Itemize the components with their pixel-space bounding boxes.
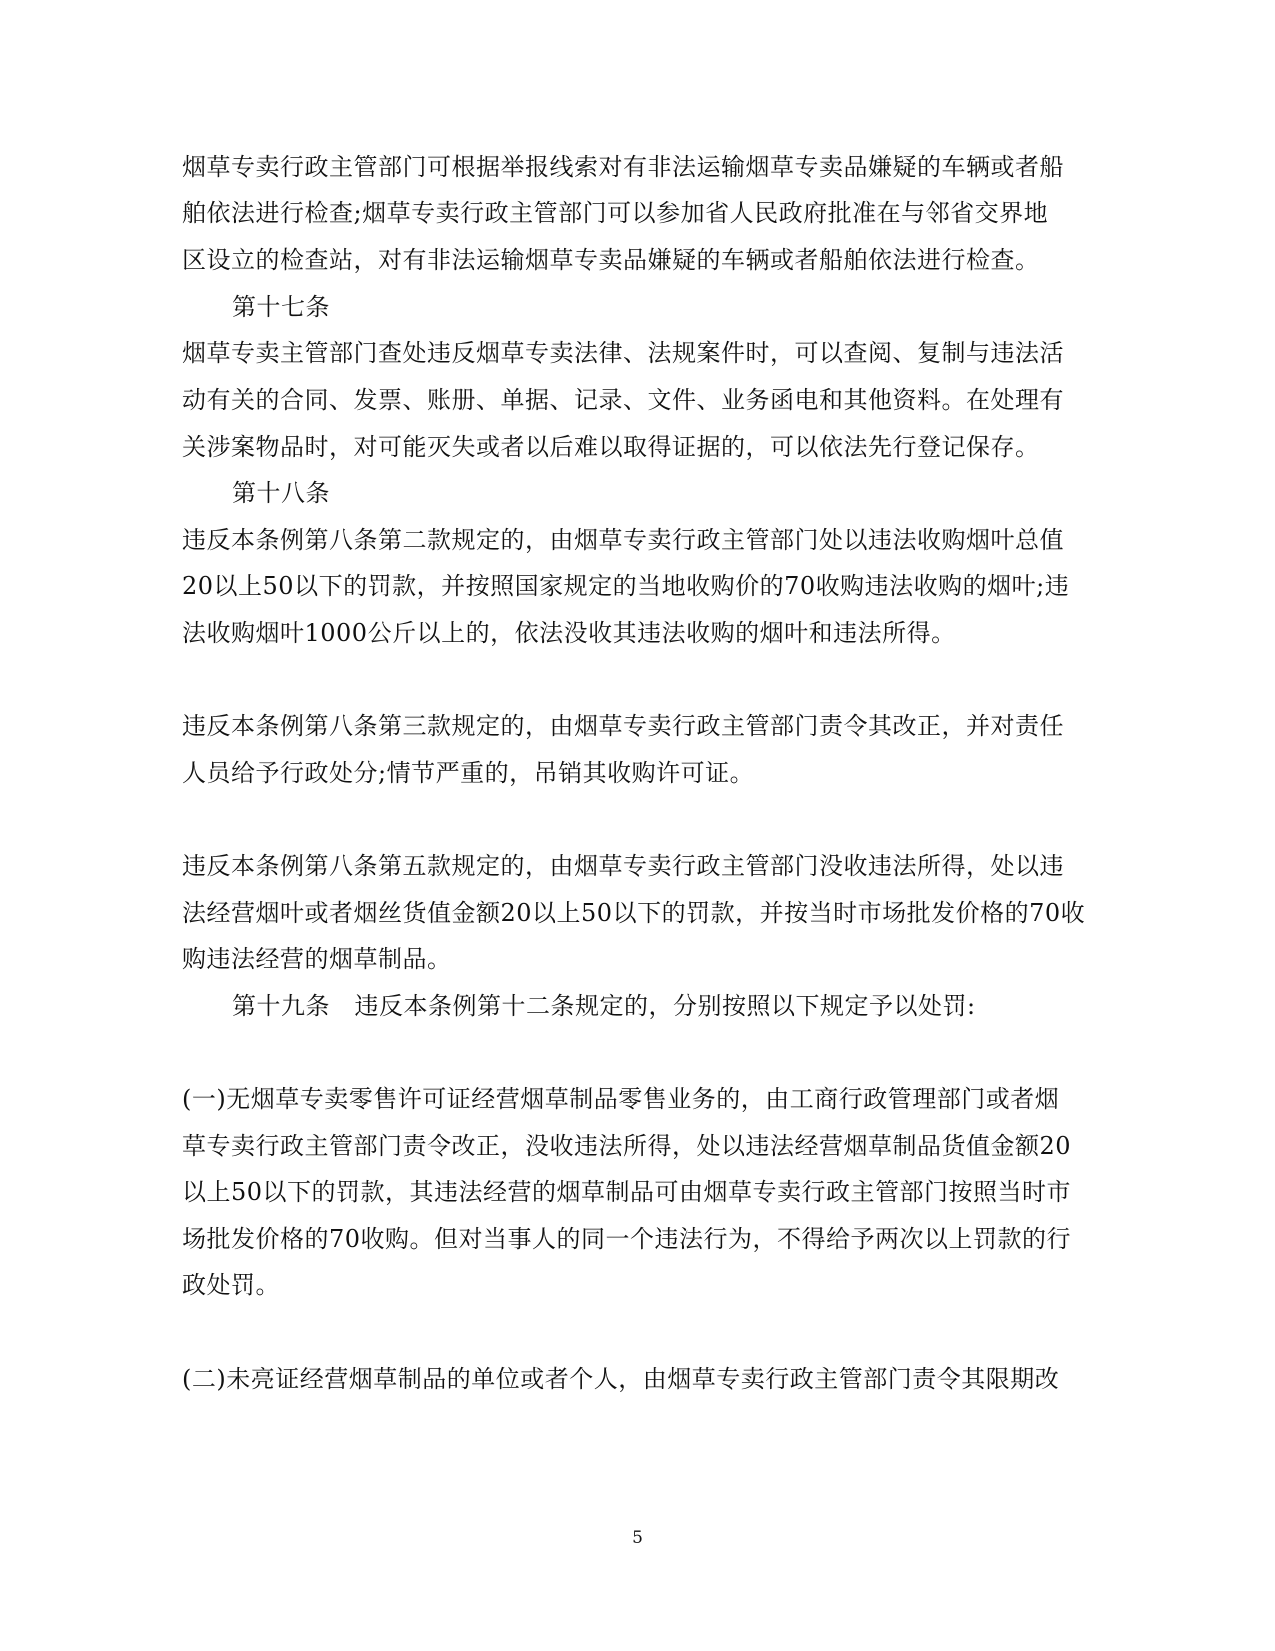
- article-heading: 第十七条: [232, 293, 330, 321]
- text-line: 场批发价格的70收购。但对当事人的同一个违法行为，不得给予两次以上罚款的行: [182, 1225, 1072, 1253]
- text-line: 法经营烟叶或者烟丝货值金额20以上50以下的罚款，并按当时市场批发价格的70收: [182, 899, 1086, 927]
- text-line: (二)未亮证经营烟草制品的单位或者个人，由烟草专卖行政主管部门责令其限期改: [182, 1365, 1060, 1393]
- text-line: 烟草专卖主管部门查处违反烟草专卖法律、法规案件时，可以查阅、复制与违法活: [182, 339, 1064, 367]
- article-heading: 第十八条: [232, 479, 330, 507]
- text-line: 烟草专卖行政主管部门可根据举报线索对有非法运输烟草专卖品嫌疑的车辆或者船: [182, 153, 1064, 181]
- text-line: 区设立的检查站，对有非法运输烟草专卖品嫌疑的车辆或者船舶依法进行检查。: [182, 246, 1040, 274]
- text-line: 违反本条例第八条第二款规定的，由烟草专卖行政主管部门处以违法收购烟叶总值: [182, 526, 1064, 554]
- text-line: 关涉案物品时，对可能灭失或者以后难以取得证据的，可以依法先行登记保存。: [182, 433, 1040, 461]
- text-line: 违反本条例第八条第三款规定的，由烟草专卖行政主管部门责令其改正，并对责任: [182, 712, 1064, 740]
- article-heading: 第十九条 违反本条例第十二条规定的，分别按照以下规定予以处罚:: [232, 992, 976, 1020]
- text-line: 购违法经营的烟草制品。: [182, 945, 452, 973]
- text-line: 政处罚。: [182, 1271, 280, 1299]
- text-line: 法收购烟叶1000公斤以上的，依法没收其违法收购的烟叶和违法所得。: [182, 619, 956, 647]
- page-number: 5: [632, 1528, 643, 1548]
- text-line: 违反本条例第八条第五款规定的，由烟草专卖行政主管部门没收违法所得，处以违: [182, 852, 1064, 880]
- text-line: 动有关的合同、发票、账册、单据、记录、文件、业务函电和其他资料。在处理有: [182, 386, 1064, 414]
- text-line: 草专卖行政主管部门责令改正，没收违法所得，处以违法经营烟草制品货值金额20: [182, 1132, 1072, 1160]
- text-line: 舶依法进行检查;烟草专卖行政主管部门可以参加省人民政府批准在与邻省交界地: [182, 199, 1049, 227]
- text-line: 20以上50以下的罚款，并按照国家规定的当地收购价的70收购违法收购的烟叶;违: [182, 572, 1070, 600]
- text-line: 以上50以下的罚款，其违法经营的烟草制品可由烟草专卖行政主管部门按照当时市: [182, 1178, 1072, 1206]
- text-line: (一)无烟草专卖零售许可证经营烟草制品零售业务的，由工商行政管理部门或者烟: [182, 1085, 1060, 1113]
- text-line: 人员给予行政处分;情节严重的，吊销其收购许可证。: [182, 759, 755, 787]
